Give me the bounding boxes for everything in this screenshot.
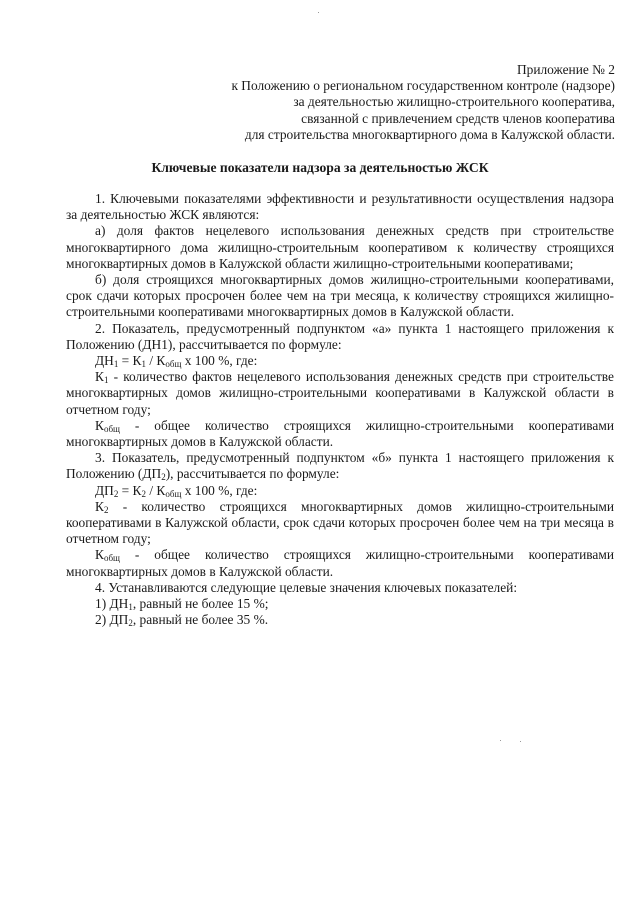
formula-text: = К (118, 482, 142, 498)
symbol-subscript: 1 (103, 375, 109, 386)
appendix-line: к Положению о региональном государственном контроле (надзоре) (231, 78, 615, 94)
scan-speck (500, 740, 501, 741)
paragraph-text: 3. Показатель, предусмотренный подпунктом «б» пункта 1 настоящего приложения к Положению (ДП (66, 450, 614, 482)
formula-text: x 100 %, где: (181, 353, 258, 369)
symbol-subscript: 2 (128, 618, 133, 629)
document-title: Ключевые показатели надзора за деятельностью ЖСК (151, 160, 489, 175)
definition-k2 (66, 499, 614, 548)
symbol-subscript: 2 (161, 472, 166, 483)
symbol-subscript: 2 (103, 504, 109, 515)
formula-text: ДП (95, 482, 114, 498)
paragraph-4: 4. Устанавливаются следующие целевые значения ключевых показателей: (95, 579, 518, 595)
formula-text: ДН (95, 353, 114, 369)
target-text: , равный не более 35 %. (132, 612, 269, 628)
formula-dp2 (66, 483, 614, 499)
definition-text: - общее количество строящихся жилищно-строительными кооперативами многоквартирных домов в Калужской области. (66, 417, 614, 450)
paragraph-1b: б) доля строящихся многоквартирных домов жилищно-строительными кооперативами, срок сдачи которых просрочен более чем на три месяца, к количеству строящихся жилищно-строительными кооперативами многоквартирных домов в Калужской области. (66, 272, 614, 320)
formula-text: = К (118, 353, 142, 369)
formula-subscript: 1 (141, 359, 146, 370)
symbol: К (95, 369, 104, 385)
document-body (66, 191, 614, 628)
definition-kobsh-2 (66, 547, 614, 579)
paragraph-text: ), рассчитывается по формуле: (165, 466, 340, 482)
appendix-line: за деятельностью жилищно-строительного кооператива, (293, 94, 615, 110)
definition-text: - количество строящихся многоквартирных домов жилищно-строительными кооперативами в Калужской области, срок сдачи которых просрочен более чем на три месяца в отчетном году; (66, 498, 614, 547)
formula-dn1 (66, 353, 614, 369)
paragraph-2: 2. Показатель, предусмотренный подпунктом «а» пункта 1 настоящего приложения к Положению (ДН1), рассчитывается по формуле: (66, 320, 614, 352)
target-value-1 (66, 596, 614, 612)
formula-subscript: 2 (141, 488, 146, 499)
formula-text: / К (146, 353, 166, 369)
appendix-line: связанной с привлечением средств членов кооператива (301, 110, 615, 126)
appendix-line: для строительства многоквартирного дома в Калужской области. (244, 126, 615, 142)
target-text: , равный не более 15 %; (132, 596, 269, 612)
appendix-line: Приложение № 2 (516, 62, 615, 77)
formula-text: / К (146, 482, 166, 498)
formula-subscript: общ (165, 488, 182, 499)
scan-speck (520, 741, 521, 742)
formula-subscript: 1 (113, 359, 119, 370)
target-text: 1) ДН (95, 596, 129, 612)
paragraph-1a: а) доля фактов нецелевого использования денежных средств при строительстве многоквартирного дома жилищно-строительным кооперативом к количеству строящихся многоквартирных домов в Калужской области жилищно-строительными кооперативами; (66, 223, 614, 271)
formula-text: x 100 %, где: (181, 482, 258, 498)
definition-text: - общее количество строящихся жилищно-строительными кооперативами многоквартирных домов в Калужской области. (66, 547, 614, 579)
symbol-subscript: 1 (128, 602, 133, 613)
formula-subscript: 2 (113, 488, 119, 499)
definition-text: - количество фактов нецелевого использования денежных средств при строительстве многоквартирных домов жилищно-строительными кооперативами в Калужской области в отчетном году; (66, 369, 614, 417)
symbol: К (95, 417, 104, 433)
definition-k1 (66, 369, 614, 418)
symbol-subscript: общ (103, 423, 120, 434)
target-value-2 (66, 612, 614, 628)
symbol: К (95, 498, 104, 514)
symbol-subscript: общ (103, 553, 120, 564)
definition-kobsh-1 (66, 418, 614, 450)
paragraph-1: 1. Ключевыми показателями эффективности и результативности осуществления надзора за деятельностью ЖСК являются: (66, 191, 614, 223)
symbol: К (95, 547, 104, 563)
appendix-header (95, 62, 615, 143)
formula-subscript: общ (165, 359, 182, 370)
paragraph-3 (66, 450, 614, 482)
scan-speck (318, 12, 319, 13)
target-text: 2) ДП (95, 612, 129, 628)
